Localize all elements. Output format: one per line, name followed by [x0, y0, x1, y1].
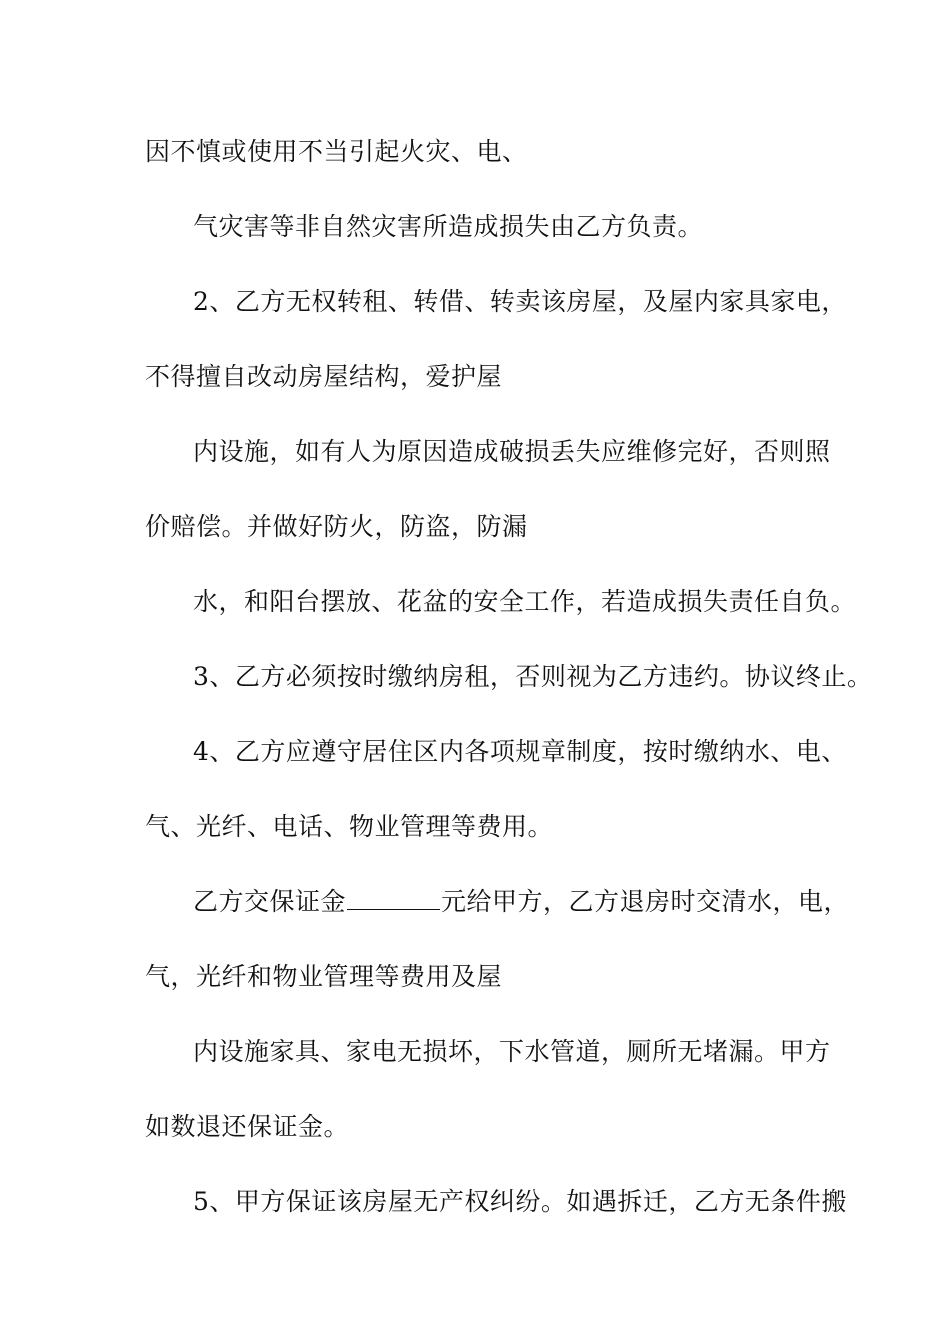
text-line: 5、甲方保证该房屋无产权纠纷。如遇拆迁，乙方无条件搬 [193, 1187, 847, 1216]
text-line: 如数退还保证金。 [145, 1112, 350, 1141]
deposit-text-after: 元给甲方，乙方退房时交清水，电， [441, 887, 850, 916]
text-line: 内设施，如有人为原因造成破损丢失应维修完好，否则照 [193, 437, 831, 466]
deposit-text-before: 乙方交保证金 [193, 887, 347, 916]
deposit-amount-blank [347, 887, 440, 910]
text-line: 气、光纤、电话、物业管理等费用。 [145, 812, 554, 841]
text-line: 气灾害等非自然灾害所造成损失由乙方负责。 [193, 212, 704, 241]
text-line: 2、乙方无权转租、转借、转卖该房屋，及屋内家具家电， [193, 287, 847, 316]
text-line: 不得擅自改动房屋结构，爱护屋 [145, 362, 503, 391]
text-line: 因不慎或使用不当引起火灾、电、 [145, 137, 528, 166]
text-line: 水，和阳台摆放、花盆的安全工作，若造成损失责任自负。 [193, 587, 857, 616]
text-line: 4、乙方应遵守居住区内各项规章制度，按时缴纳水、电、 [193, 737, 847, 766]
text-line: 价赔偿。并做好防火，防盗，防漏 [145, 512, 528, 541]
text-line: 3、乙方必须按时缴纳房租，否则视为乙方违约。协议终止。 [193, 662, 873, 691]
text-line: 内设施家具、家电无损坏，下水管道，厕所无堵漏。甲方 [193, 1037, 831, 1066]
text-line: 气，光纤和物业管理等费用及屋 [145, 962, 503, 991]
deposit-line [193, 886, 849, 918]
